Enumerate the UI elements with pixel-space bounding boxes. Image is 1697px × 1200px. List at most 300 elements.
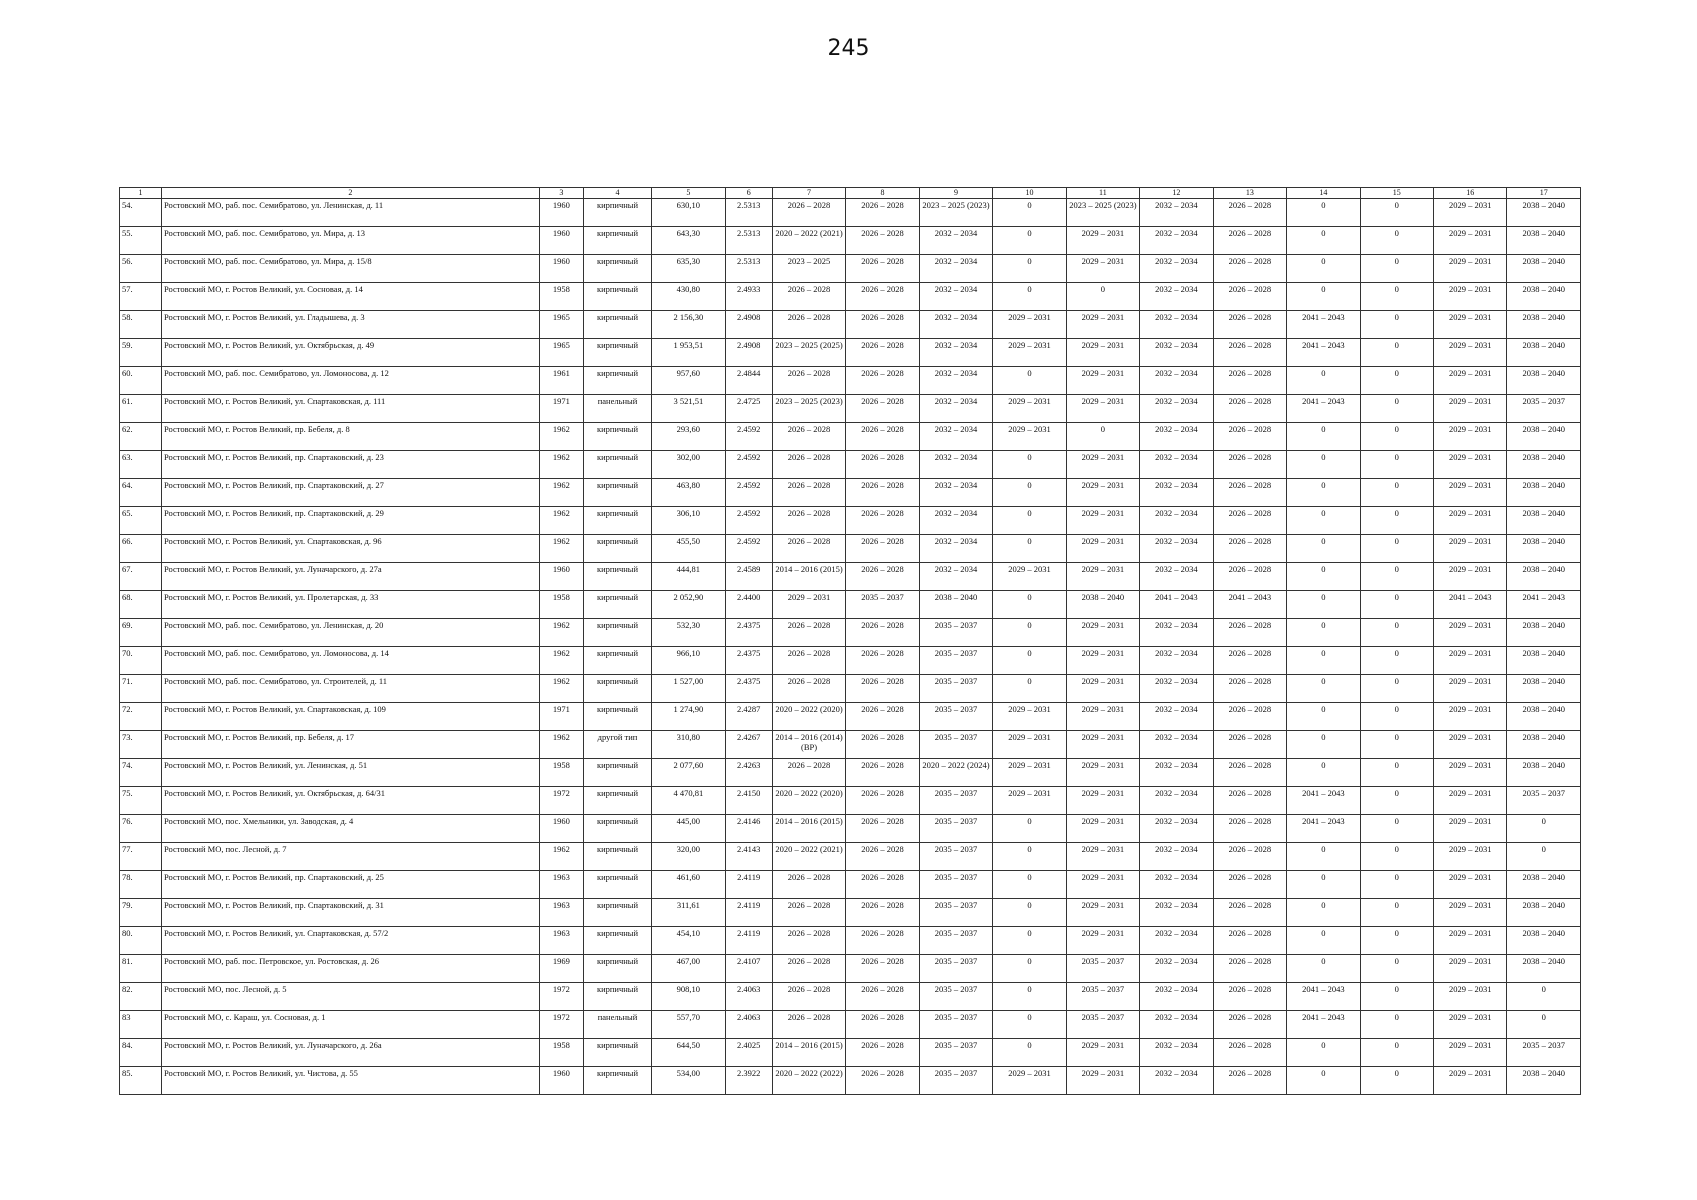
table-cell: 0 [1287,927,1360,955]
table-row [120,787,1581,815]
table-cell: 0 [1360,703,1433,731]
table-cell: 1965 [539,311,583,339]
row-number-cell: 64. [120,479,162,507]
table-cell: 2029 – 2031 [993,703,1066,731]
table-cell: 0 [1360,535,1433,563]
table-cell: 2029 – 2031 [1066,479,1139,507]
table-cell: 2014 – 2016 (2015) [772,563,845,591]
table-cell: панельный [583,1011,651,1039]
table-body [120,188,1581,1095]
table-cell: 1958 [539,591,583,619]
table-cell: 0 [1360,1067,1433,1095]
table-cell: 2029 – 2031 [993,1067,1066,1095]
table-cell: 2026 – 2028 [1213,423,1286,451]
table-cell: 0 [1507,1011,1581,1039]
table-cell: 2026 – 2028 [1213,647,1286,675]
address-cell: Ростовский МО, с. Караш, ул. Сосновая, д. 1 [161,1011,539,1039]
table-cell: 2026 – 2028 [846,199,919,227]
address-cell: Ростовский МО, г. Ростов Великий, пр. Спартаковский, д. 27 [161,479,539,507]
table-cell: 1960 [539,255,583,283]
table-cell: 2038 – 2040 [1507,535,1581,563]
table-cell: 2023 – 2025 [772,255,845,283]
table-cell: 2029 – 2031 [1066,227,1139,255]
table-cell: 2026 – 2028 [772,983,845,1011]
table-cell: кирпичный [583,787,651,815]
table-cell: 2035 – 2037 [1507,787,1581,815]
table-cell: 0 [1360,927,1433,955]
row-number-cell: 63. [120,451,162,479]
table-cell: 311,61 [652,899,725,927]
table-cell: 2035 – 2037 [919,675,992,703]
table-cell: 2.4063 [725,983,772,1011]
table-cell: 2041 – 2043 [1140,591,1213,619]
table-cell: 0 [1360,591,1433,619]
table-cell: 2029 – 2031 [993,787,1066,815]
table-cell: 2 077,60 [652,759,725,787]
table-cell: 2014 – 2016 (2014) (ВР) [772,731,845,759]
table-cell: 0 [993,1039,1066,1067]
table-cell: 1972 [539,1011,583,1039]
table-cell: 643,30 [652,227,725,255]
table-cell: 0 [993,843,1066,871]
address-cell: Ростовский МО, раб. пос. Семибратово, ул. Мира, д. 13 [161,227,539,255]
table-cell: 2026 – 2028 [846,563,919,591]
table-cell: 2.4592 [725,507,772,535]
row-number-cell: 79. [120,899,162,927]
table-cell: 1960 [539,227,583,255]
table-cell: 2032 – 2034 [919,339,992,367]
table-cell: кирпичный [583,983,651,1011]
table-cell: 2.4375 [725,619,772,647]
table-cell: 455,50 [652,535,725,563]
table-row [120,927,1581,955]
address-cell: Ростовский МО, г. Ростов Великий, пр. Спартаковский, д. 23 [161,451,539,479]
address-cell: Ростовский МО, г. Ростов Великий, пр. Бебеля, д. 8 [161,423,539,451]
address-cell: Ростовский МО, пос. Хмельники, ул. Заводская, д. 4 [161,815,539,843]
table-cell: кирпичный [583,367,651,395]
row-number-cell: 54. [120,199,162,227]
table-cell: 2041 – 2043 [1434,591,1507,619]
table-cell: 2029 – 2031 [1434,787,1507,815]
table-cell: 2026 – 2028 [772,1011,845,1039]
table-cell: 2029 – 2031 [1434,983,1507,1011]
table-cell: кирпичный [583,675,651,703]
table-cell: 2026 – 2028 [772,899,845,927]
table-cell: 2026 – 2028 [1213,451,1286,479]
table-cell: 467,00 [652,955,725,983]
table-cell: 2029 – 2031 [1434,843,1507,871]
table-cell: 2029 – 2031 [1434,1011,1507,1039]
table-cell: 0 [1360,479,1433,507]
table-cell: 2026 – 2028 [846,283,919,311]
table-cell: 2029 – 2031 [1434,451,1507,479]
table-cell: 0 [993,619,1066,647]
table-row [120,1011,1581,1039]
table-cell: 0 [1287,479,1360,507]
table-row [120,479,1581,507]
table-cell: 1958 [539,1039,583,1067]
table-cell: 2029 – 2031 [1066,675,1139,703]
table-cell: 2029 – 2031 [1066,647,1139,675]
table-cell: 2026 – 2028 [772,927,845,955]
table-cell: 532,30 [652,619,725,647]
table-row [120,367,1581,395]
table-cell: 2014 – 2016 (2015) [772,815,845,843]
row-number-cell: 70. [120,647,162,675]
table-cell: 1972 [539,983,583,1011]
address-cell: Ростовский МО, раб. пос. Семибратово, ул. Ломоносова, д. 14 [161,647,539,675]
row-number-cell: 76. [120,815,162,843]
table-cell: 1963 [539,927,583,955]
table-cell: 2026 – 2028 [846,1039,919,1067]
column-number-cell: 6 [725,188,772,199]
table-cell: 2026 – 2028 [846,815,919,843]
table-cell: 2029 – 2031 [1434,311,1507,339]
table-cell: 2026 – 2028 [846,227,919,255]
table-cell: 2026 – 2028 [1213,367,1286,395]
table-cell: 2035 – 2037 [846,591,919,619]
table-cell: 2026 – 2028 [772,871,845,899]
table-row [120,899,1581,927]
row-number-cell: 73. [120,731,162,759]
table-cell: 2029 – 2031 [1434,395,1507,423]
address-cell: Ростовский МО, г. Ростов Великий, ул. Луначарского, д. 27а [161,563,539,591]
table-cell: 2029 – 2031 [1066,815,1139,843]
table-cell: 2029 – 2031 [1434,675,1507,703]
table-cell: 2035 – 2037 [919,927,992,955]
table-cell: 2035 – 2037 [919,843,992,871]
table-cell: 430,80 [652,283,725,311]
column-number-cell: 11 [1066,188,1139,199]
table-cell: 2038 – 2040 [1507,731,1581,759]
table-cell: 2026 – 2028 [772,535,845,563]
table-cell: 0 [993,227,1066,255]
row-number-cell: 74. [120,759,162,787]
table-cell: 1972 [539,787,583,815]
table-cell: 0 [1287,955,1360,983]
table-cell: 2032 – 2034 [1140,339,1213,367]
table-cell: 2014 – 2016 (2015) [772,1039,845,1067]
table-cell: панельный [583,395,651,423]
table-cell: 0 [1360,563,1433,591]
table-cell: 2026 – 2028 [1213,563,1286,591]
address-cell: Ростовский МО, г. Ростов Великий, ул. Спартаковская, д. 111 [161,395,539,423]
table-cell: 1 527,00 [652,675,725,703]
table-cell: 2029 – 2031 [993,339,1066,367]
table-cell: 0 [993,927,1066,955]
table-cell: 0 [1360,1011,1433,1039]
table-cell: 2.4592 [725,535,772,563]
table-cell: 1958 [539,759,583,787]
table-cell: 2026 – 2028 [1213,227,1286,255]
table-cell: 1969 [539,955,583,983]
table-cell: 2.4119 [725,927,772,955]
table-cell: кирпичный [583,1067,651,1095]
table-cell: 2035 – 2037 [919,955,992,983]
table-cell: 2026 – 2028 [1213,703,1286,731]
table-cell: 2029 – 2031 [1434,227,1507,255]
table-cell: 2029 – 2031 [1434,703,1507,731]
table-cell: 957,60 [652,367,725,395]
table-cell: 2.4375 [725,675,772,703]
table-cell: 1962 [539,479,583,507]
table-cell: 2035 – 2037 [1066,983,1139,1011]
table-cell: 2026 – 2028 [1213,339,1286,367]
table-cell: кирпичный [583,759,651,787]
table-cell: 2041 – 2043 [1287,339,1360,367]
table-cell: 2032 – 2034 [1140,1011,1213,1039]
table-cell: 2038 – 2040 [1507,759,1581,787]
row-number-cell: 72. [120,703,162,731]
table-cell: 2035 – 2037 [919,1067,992,1095]
table-cell: 2032 – 2034 [1140,479,1213,507]
table-cell: 0 [1287,423,1360,451]
row-number-cell: 55. [120,227,162,255]
table-cell: 2029 – 2031 [1434,339,1507,367]
table-row [120,395,1581,423]
table-cell: 2026 – 2028 [846,1011,919,1039]
table-cell: кирпичный [583,563,651,591]
row-number-cell: 57. [120,283,162,311]
table-cell: 2026 – 2028 [772,647,845,675]
table-cell: 0 [1360,367,1433,395]
table-cell: кирпичный [583,703,651,731]
row-number-cell: 80. [120,927,162,955]
row-number-cell: 58. [120,311,162,339]
table-cell: 0 [1066,283,1139,311]
table-cell: 2.5313 [725,227,772,255]
table-cell: 2029 – 2031 [993,423,1066,451]
address-cell: Ростовский МО, г. Ростов Великий, ул. Октябрьская, д. 49 [161,339,539,367]
table-cell: 0 [993,199,1066,227]
table-cell: 2026 – 2028 [1213,927,1286,955]
row-number-cell: 77. [120,843,162,871]
table-cell: 2026 – 2028 [1213,815,1286,843]
table-cell: 2 052,90 [652,591,725,619]
table-cell: 2026 – 2028 [1213,1039,1286,1067]
table-cell: 2032 – 2034 [1140,227,1213,255]
table-cell: 2.4063 [725,1011,772,1039]
table-cell: 2.4287 [725,703,772,731]
table-cell: 966,10 [652,647,725,675]
table-cell: 2026 – 2028 [772,199,845,227]
table-cell: 2029 – 2031 [1434,255,1507,283]
table-cell: 0 [1287,899,1360,927]
table-cell: 2032 – 2034 [1140,1067,1213,1095]
table-cell: 2026 – 2028 [846,1067,919,1095]
table-cell: 2029 – 2031 [993,311,1066,339]
table-row [120,759,1581,787]
table-cell: 2032 – 2034 [1140,619,1213,647]
table-row [120,451,1581,479]
table-cell: 2026 – 2028 [772,955,845,983]
table-cell: 1958 [539,283,583,311]
table-row [120,423,1581,451]
table-cell: 2029 – 2031 [1066,311,1139,339]
table-cell: 2032 – 2034 [1140,395,1213,423]
table-cell: 2041 – 2043 [1507,591,1581,619]
column-number-cell: 5 [652,188,725,199]
table-cell: 2029 – 2031 [1434,283,1507,311]
row-number-cell: 62. [120,423,162,451]
table-cell: 2041 – 2043 [1213,591,1286,619]
table-cell: 2026 – 2028 [1213,1011,1286,1039]
table-cell: 2038 – 2040 [1507,311,1581,339]
table-cell: 2035 – 2037 [919,815,992,843]
table-cell: 2026 – 2028 [772,619,845,647]
address-cell: Ростовский МО, г. Ростов Великий, пр. Спартаковский, д. 25 [161,871,539,899]
table-cell: 0 [1287,759,1360,787]
address-cell: Ростовский МО, г. Ростов Великий, ул. Гладышева, д. 3 [161,311,539,339]
table-cell: 2035 – 2037 [919,871,992,899]
column-number-cell: 10 [993,188,1066,199]
table-cell: 0 [993,367,1066,395]
address-cell: Ростовский МО, раб. пос. Семибратово, ул. Ломоносова, д. 12 [161,367,539,395]
table-cell: 2020 – 2022 (2024) [919,759,992,787]
table-cell: 2023 – 2025 (2023) [919,199,992,227]
table-row [120,507,1581,535]
column-number-cell: 12 [1140,188,1213,199]
table-cell: 2026 – 2028 [1213,311,1286,339]
table-cell: 2026 – 2028 [1213,535,1286,563]
table-cell: 2026 – 2028 [1213,955,1286,983]
table-row [120,619,1581,647]
table-cell: 0 [1360,507,1433,535]
table-cell: 2038 – 2040 [1507,507,1581,535]
table-cell: 2026 – 2028 [1213,871,1286,899]
table-row [120,843,1581,871]
table-cell: 2032 – 2034 [1140,283,1213,311]
table-cell: 2026 – 2028 [772,507,845,535]
table-cell: 2032 – 2034 [1140,927,1213,955]
table-cell: 2029 – 2031 [1434,1039,1507,1067]
address-cell: Ростовский МО, раб. пос. Семибратово, ул. Строителей, д. 11 [161,675,539,703]
table-cell: 2026 – 2028 [1213,899,1286,927]
table-cell: 2026 – 2028 [846,731,919,759]
table-cell: 2029 – 2031 [1066,899,1139,927]
table-cell: 0 [993,535,1066,563]
table-cell: 2029 – 2031 [1066,759,1139,787]
table-cell: 2026 – 2028 [772,283,845,311]
table-cell: 2026 – 2028 [846,983,919,1011]
table-row [120,675,1581,703]
table-cell: 0 [993,675,1066,703]
table-row [120,255,1581,283]
table-cell: 2032 – 2034 [1140,647,1213,675]
table-cell: 0 [1360,955,1433,983]
table-cell: кирпичный [583,619,651,647]
table-cell: 2020 – 2022 (2021) [772,227,845,255]
table-cell: 2032 – 2034 [919,507,992,535]
table-cell: 2032 – 2034 [1140,787,1213,815]
table-cell: 2032 – 2034 [919,479,992,507]
table-cell: 0 [1360,255,1433,283]
table-cell: 1962 [539,843,583,871]
table-cell: 0 [1360,871,1433,899]
table-cell: кирпичный [583,479,651,507]
table-cell: 2026 – 2028 [846,927,919,955]
table-cell: 0 [1507,843,1581,871]
table-cell: 2026 – 2028 [846,955,919,983]
table-cell: 2032 – 2034 [1140,199,1213,227]
table-cell: 2029 – 2031 [1066,507,1139,535]
table-cell: 2029 – 2031 [1434,563,1507,591]
table-cell: 2038 – 2040 [1507,227,1581,255]
table-cell: 2032 – 2034 [1140,731,1213,759]
housing-repair-schedule-table [119,187,1581,1095]
table-cell: 2029 – 2031 [1066,619,1139,647]
row-number-cell: 78. [120,871,162,899]
column-number-cell: 4 [583,188,651,199]
table-cell: 2029 – 2031 [1434,731,1507,759]
table-cell: 1963 [539,871,583,899]
table-cell: 1960 [539,563,583,591]
column-number-cell: 15 [1360,188,1433,199]
table-cell: 2035 – 2037 [919,647,992,675]
table-cell: 2026 – 2028 [1213,731,1286,759]
table-cell: 0 [1360,731,1433,759]
column-number-cell: 16 [1434,188,1507,199]
table-cell: другой тип [583,731,651,759]
table-row [120,311,1581,339]
table-cell: 1962 [539,451,583,479]
table-cell: 2029 – 2031 [1066,927,1139,955]
column-number-cell: 14 [1287,188,1360,199]
table-cell: 2.5313 [725,199,772,227]
table-row [120,731,1581,759]
table-cell: 908,10 [652,983,725,1011]
table-cell: 2.4263 [725,759,772,787]
table-cell: 2029 – 2031 [993,759,1066,787]
table-cell: 2023 – 2025 (2023) [1066,199,1139,227]
table-cell: 2026 – 2028 [846,703,919,731]
table-cell: 0 [993,451,1066,479]
table-cell: 1 274,90 [652,703,725,731]
table-cell: 2032 – 2034 [919,367,992,395]
table-cell: 2032 – 2034 [1140,451,1213,479]
table-cell: 1961 [539,367,583,395]
table-cell: 2020 – 2022 (2021) [772,843,845,871]
table-cell: 2020 – 2022 (2020) [772,787,845,815]
table-cell: 2026 – 2028 [1213,479,1286,507]
row-number-cell: 68. [120,591,162,619]
table-cell: кирпичный [583,843,651,871]
table-row [120,199,1581,227]
table-cell: 2032 – 2034 [1140,423,1213,451]
table-cell: 2026 – 2028 [1213,843,1286,871]
table-cell: 0 [993,1011,1066,1039]
table-cell: 2038 – 2040 [1066,591,1139,619]
table-cell: 2032 – 2034 [919,311,992,339]
table-cell: 2026 – 2028 [846,899,919,927]
table-cell: 2038 – 2040 [1507,563,1581,591]
table-cell: 0 [1287,647,1360,675]
table-cell: 0 [1360,1039,1433,1067]
table-cell: 2029 – 2031 [1066,395,1139,423]
table-cell: 2032 – 2034 [1140,675,1213,703]
table-cell: 2026 – 2028 [772,311,845,339]
table-cell: 2035 – 2037 [919,983,992,1011]
table-cell: 2026 – 2028 [846,843,919,871]
table-cell: 2032 – 2034 [1140,759,1213,787]
table-cell: 2041 – 2043 [1287,1011,1360,1039]
table-cell: 2029 – 2031 [1066,703,1139,731]
table-cell: 2029 – 2031 [1434,479,1507,507]
table-row [120,283,1581,311]
table-cell: 0 [1360,423,1433,451]
table-cell: 2026 – 2028 [846,675,919,703]
table-cell: 2032 – 2034 [1140,367,1213,395]
